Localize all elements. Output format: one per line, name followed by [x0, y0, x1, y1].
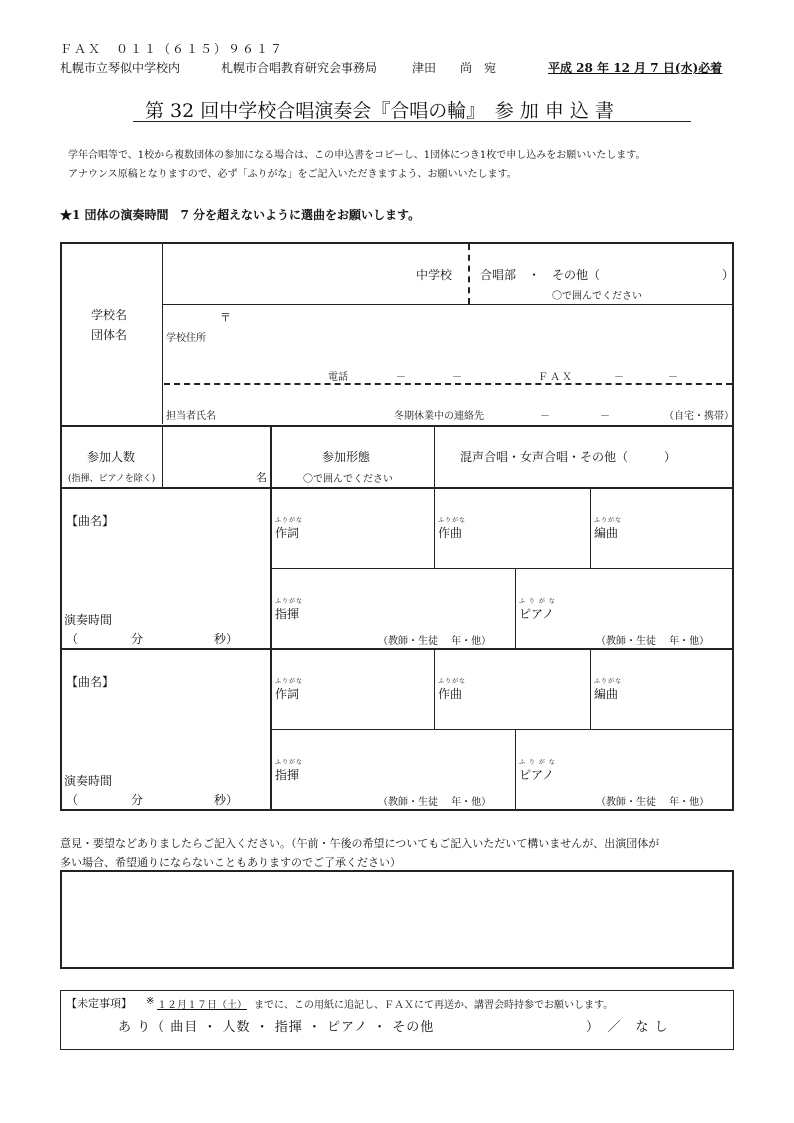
winter-dash: －	[600, 411, 610, 422]
contact-label: 担当者氏名	[166, 411, 216, 422]
fax-dash: －	[668, 372, 678, 383]
piano-role-note: （教師・生徒 年・他）	[596, 636, 710, 647]
form-sub: 〇で囲んでください	[303, 474, 393, 485]
winter-dash: －	[540, 411, 550, 422]
piano-role-note: （教師・生徒 年・他）	[596, 797, 710, 808]
undecided-label: 【未定事項】	[66, 997, 132, 1010]
participants-label: 参加人数	[87, 450, 136, 464]
time-open: （	[66, 793, 79, 807]
furigana-label: ふりがな	[275, 678, 304, 685]
furigana-label: ふ り が な	[519, 598, 556, 605]
intro-line-2: アナウンス原稿となりますので、必ず「ふりがな」をご記入いただきますよう、お願いいたします。	[68, 169, 517, 180]
participants-unit: 名	[256, 471, 267, 484]
furigana-label: ふりがな	[438, 517, 467, 524]
participants-sub: (指揮、ピアノを除く)	[68, 474, 156, 484]
intro-line-1: 学年合唱等で、1校から複数団体の参加になる場合は、この申込書をコピーし、1団体につき1枚で申し込みをお願いいたします。	[68, 150, 646, 161]
club-choice: 合唱部 ・ その他（	[480, 268, 601, 282]
group-name-label: 団体名	[91, 328, 128, 342]
form-label: 参加形態	[322, 450, 371, 464]
time-sec: 秒）	[214, 793, 239, 807]
piano-label: ピアノ	[519, 768, 555, 782]
tel-dash: －	[452, 372, 462, 383]
winter-contact-label: 冬期休業中の連絡先	[394, 411, 484, 422]
song-title-label: 【曲名】	[66, 514, 115, 528]
recipient-name: 津田 尚 宛	[412, 61, 497, 75]
song-title-label: 【曲名】	[66, 675, 115, 689]
office-name: 札幌市合唱教育研究会事務局	[221, 61, 378, 75]
time-sec: 秒）	[214, 632, 239, 646]
undecided-none: ） ／ な し	[586, 1020, 669, 1035]
fax-number: ＦＡＸ ０１１（６１５）９６１７	[60, 42, 285, 56]
circle-note: 〇で囲んでください	[552, 291, 642, 302]
composer-label: 作曲	[438, 526, 463, 540]
conductor-label: 指揮	[275, 607, 300, 621]
furigana-label: ふりがな	[594, 678, 623, 685]
school-name-label: 学校名	[91, 308, 128, 322]
undecided-date: １２月１７日（土）	[157, 1000, 247, 1011]
furigana-label: ふりがな	[275, 517, 304, 524]
undecided-note-prefix: ※	[146, 996, 155, 1007]
composer-label: 作曲	[438, 687, 463, 701]
tel-label: 電話	[328, 372, 348, 383]
postal-mark: 〒	[220, 311, 231, 324]
opinion-line-1: 意見・要望などありましたらご記入ください。（午前・午後の希望についてもご記入いただいて構いませんが、出演団体が	[60, 837, 660, 850]
lyricist-label: 作詞	[275, 687, 300, 701]
song-time-label: 演奏時間	[64, 613, 113, 627]
song-time-label: 演奏時間	[64, 774, 113, 788]
conductor-label: 指揮	[275, 768, 300, 782]
page-title: 第 32 回中学校合唱演奏会『合唱の輪』 参 加 申 込 書	[145, 100, 614, 122]
title-underline	[133, 121, 691, 122]
undecided-options: あ り（ 曲目 ・ 人数 ・ 指揮 ・ ピアノ ・ その他	[118, 1020, 435, 1035]
conductor-role-note: （教師・生徒 年・他）	[378, 636, 492, 647]
club-close: ）	[722, 268, 735, 282]
deadline: 平成 28 年 12 月 7 日(水)必着	[548, 61, 723, 75]
furigana-label: ふりがな	[275, 759, 304, 766]
piano-label: ピアノ	[519, 607, 555, 621]
opinion-box[interactable]	[60, 870, 734, 969]
time-min: 分	[131, 632, 144, 646]
fax-dash: －	[614, 372, 624, 383]
opinion-line-2: 多い場合、希望通りにならないこともありますのでご了承ください）	[60, 856, 401, 869]
time-notice: ★1 団体の演奏時間 7 分を超えないように選曲をお願いします。	[60, 208, 421, 222]
furigana-label: ふ り が な	[519, 759, 556, 766]
arranger-label: 編曲	[594, 526, 619, 540]
form-options: 混声合唱・女声合唱・その他（ ）	[460, 450, 677, 464]
conductor-role-note: （教師・生徒 年・他）	[378, 797, 492, 808]
chugakko-label: 中学校	[416, 268, 453, 282]
time-min: 分	[131, 793, 144, 807]
furigana-label: ふりがな	[438, 678, 467, 685]
school-name: 札幌市立琴似中学校内	[60, 61, 181, 75]
furigana-label: ふりがな	[275, 598, 304, 605]
fax-label: ＦＡＸ	[538, 372, 574, 383]
arranger-label: 編曲	[594, 687, 619, 701]
lyricist-label: 作詞	[275, 526, 300, 540]
time-open: （	[66, 632, 79, 646]
address-label: 学校住所	[166, 333, 206, 344]
mobile-note: （自宅・携帯）	[664, 411, 734, 422]
furigana-label: ふりがな	[594, 517, 623, 524]
tel-dash: －	[396, 372, 406, 383]
undecided-note: までに、この用紙に追記し、ＦＡＸにて再送か、講習会時持参でお願いします。	[254, 1000, 614, 1011]
